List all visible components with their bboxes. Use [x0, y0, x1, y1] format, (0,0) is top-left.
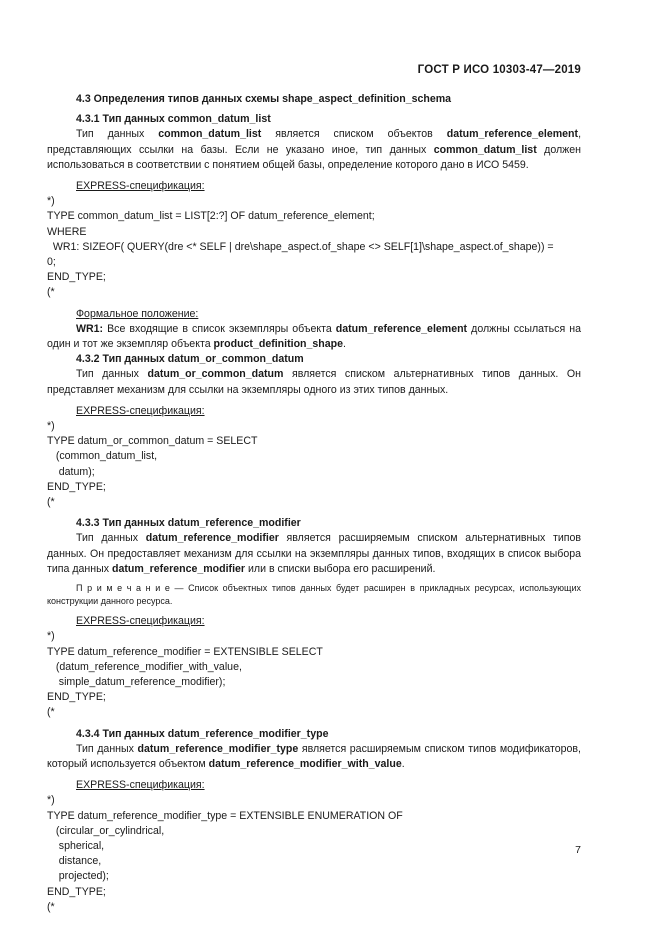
express-code-block: *) TYPE datum_reference_modifier = EXTENSIBLE SELECT (datum_reference_modifier_with_value, simple_datum_reference_modifier); END_TYPE; (* — [47, 630, 323, 719]
document-header: ГОСТ Р ИСО 10303-47—2019 — [417, 64, 581, 76]
express-code-block: *) TYPE datum_reference_modifier_type = EXTENSIBLE ENUMERATION OF (circular_or_cylindrical, spherical, distance, projected); END_TYPE; (* — [47, 794, 403, 913]
section-4-3-2-heading: 4.3.2 Тип данных datum_or_common_datum — [76, 353, 304, 366]
formal-label: Формальное положение: — [76, 307, 199, 320]
note-paragraph: П р и м е ч а н и е — Список объектных типов данных будет расширен в прикладных ресурсах, использующих конструкции данного ресурса. — [47, 583, 581, 607]
express-code-block: *) TYPE common_datum_list = LIST[2:?] OF datum_reference_element; WHERE WR1: SIZEOF( QUERY(dre <* SELF | dre\shape_aspect.of_shape <> SELF[1]\shape_aspect.of_shape)) = 0; END_TYPE; (* — [47, 195, 554, 299]
express-label: EXPRESS-спецификация: — [76, 404, 205, 417]
wr1-paragraph: WR1: Все входящие в список экземпляры объекта datum_reference_element должны ссылаться на один и тот же экземпляр объекта product_definition_shape. — [47, 322, 581, 351]
page-content — [47, 88, 581, 915]
section-4-3-heading: 4.3 Определения типов данных схемы shape_aspect_definition_schema — [76, 93, 452, 105]
section-4-3-4-paragraph: Тип данных datum_reference_modifier_type является расширяемым списком типов модификаторов, который используется объектом datum_reference_modifier_with_value. — [47, 742, 582, 770]
section-4-3-1-heading: 4.3.1 Тип данных common_datum_list — [76, 113, 271, 126]
section-4-3-2-paragraph: Тип данных datum_or_common_datum является списком альтернативных типов данных. Он представляет механизм для ссылки на экземпляры одного из этих типов данных. — [47, 368, 581, 396]
section-4-3-3-heading: 4.3.3 Тип данных datum_reference_modifier — [76, 517, 301, 530]
express-label: EXPRESS-спецификация: — [76, 779, 205, 792]
express-label: EXPRESS-спецификация: — [76, 180, 205, 193]
express-label: EXPRESS-спецификация: — [76, 615, 205, 628]
page-number: 7 — [575, 844, 581, 856]
section-4-3-3-paragraph: Тип данных datum_reference_modifier является расширяемым списком альтернативных типов данных. Он предоставляет механизм для ссылки на экземпляры данных типов, входящих в список выбора типа данных datum_reference_modifier или в списки выбора его расширений. — [47, 532, 581, 575]
section-4-3-1-paragraph: Тип данных common_datum_list является списком объектов datum_reference_element, представляющих ссылки на базы. Если не указано иное, тип данных common_datum_list должен использоваться в соответствии с понятием общей базы, определение которого дано в ИСО 5459. — [47, 128, 582, 171]
section-4-3-4-heading: 4.3.4 Тип данных datum_reference_modifier_type — [76, 727, 329, 740]
express-code-block: *) TYPE datum_or_common_datum = SELECT (common_datum_list, datum); END_TYPE; (* — [47, 420, 258, 509]
